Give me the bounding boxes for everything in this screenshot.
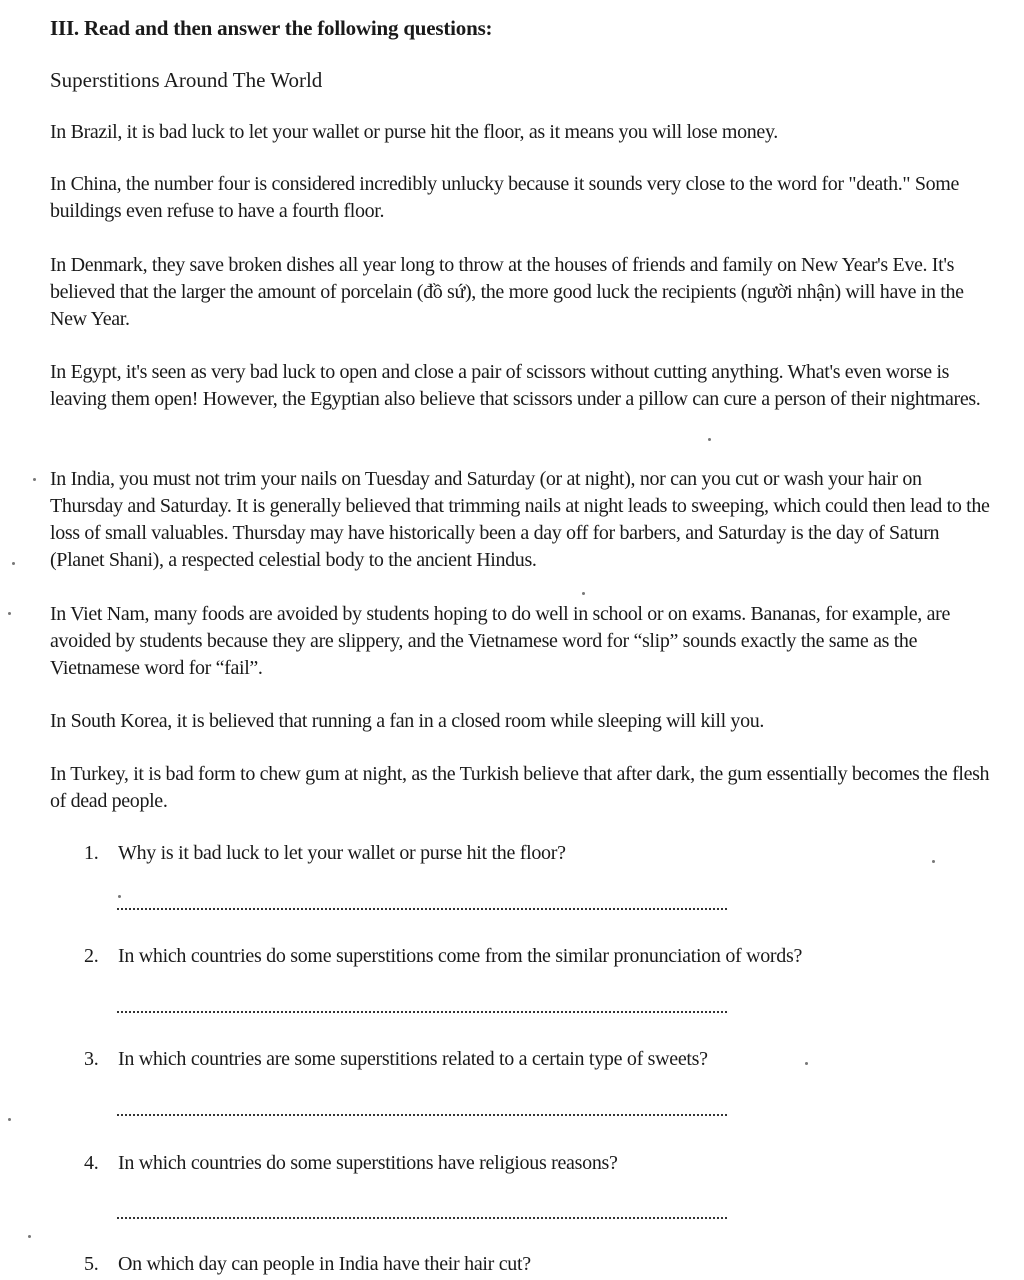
scan-speck bbox=[8, 612, 11, 615]
paragraph-turkey: In Turkey, it is bad form to chew gum at night, as the Turkish believe that after dark, the gum essentially becomes the flesh of dead people. bbox=[50, 763, 990, 812]
scan-speck bbox=[12, 562, 15, 565]
answer-line-2[interactable] bbox=[117, 1011, 727, 1013]
scan-speck bbox=[708, 438, 711, 441]
scan-speck bbox=[28, 1235, 31, 1238]
scan-speck bbox=[118, 895, 121, 898]
question-4 bbox=[84, 1150, 964, 1177]
question-text: Why is it bad luck to let your wallet or purse hit the floor? bbox=[118, 842, 566, 864]
question-text: In which countries are some superstitions related to a certain type of sweets? bbox=[118, 1048, 708, 1070]
question-text: In which countries do some superstitions have religious reasons? bbox=[118, 1152, 618, 1174]
paragraph-india: In India, you must not trim your nails on Tuesday and Saturday (or at night), nor can you cut or wash your hair on Thursday and Saturday. It is generally believed that trimming nails at night leads to sweeping, which could then lead to the loss of small valuables. Thursday may have historically been a day off for barbers, and Saturday is the day of Saturn (Planet Shani), a respected celestial body to the ancient Hindus. bbox=[50, 468, 990, 571]
question-1 bbox=[84, 840, 964, 867]
question-number: 5. bbox=[84, 1253, 99, 1275]
question-number: 3. bbox=[84, 1048, 99, 1070]
question-text: In which countries do some superstitions come from the similar pronunciation of words? bbox=[118, 945, 803, 967]
question-text: On which day can people in India have their hair cut? bbox=[118, 1253, 531, 1275]
question-number: 4. bbox=[84, 1152, 99, 1174]
reading-title: Superstitions Around The World bbox=[50, 68, 323, 92]
answer-line-3[interactable] bbox=[117, 1114, 727, 1116]
scan-speck bbox=[932, 860, 935, 863]
question-3 bbox=[84, 1046, 964, 1073]
paragraph-denmark: In Denmark, they save broken dishes all year long to throw at the houses of friends and family on New Year's Eve. It's believed that the larger the amount of porcelain (đồ sứ), the more good luck the recipients (người nhận) will have in the New Year. bbox=[50, 254, 964, 330]
scan-speck bbox=[33, 478, 36, 481]
answer-line-1[interactable] bbox=[117, 908, 727, 910]
scan-speck bbox=[8, 1118, 11, 1121]
paragraph-vietnam: In Viet Nam, many foods are avoided by students hoping to do well in school or on exams. Bananas, for example, are avoided by students because they are slippery, and the Vietnamese word for “slip” sounds exactly the same as the Vietnamese word for “fail”. bbox=[50, 603, 950, 679]
paragraph-brazil: In Brazil, it is bad luck to let your wallet or purse hit the floor, as it means you will lose money. bbox=[50, 121, 778, 143]
scan-speck bbox=[805, 1062, 808, 1065]
paragraph-south-korea: In South Korea, it is believed that running a fan in a closed room while sleeping will kill you. bbox=[50, 710, 765, 732]
question-number: 1. bbox=[84, 842, 99, 864]
section-heading: III. Read and then answer the following questions: bbox=[50, 16, 493, 40]
question-2 bbox=[84, 943, 964, 970]
question-5 bbox=[84, 1251, 964, 1278]
paragraph-egypt: In Egypt, it's seen as very bad luck to open and close a pair of scissors without cutting anything. What's even worse is leaving them open! However, the Egyptian also believe that scissors under a pillow can cure a person of their nightmares. bbox=[50, 361, 981, 410]
question-number: 2. bbox=[84, 945, 99, 967]
scan-speck bbox=[582, 592, 585, 595]
answer-line-4[interactable] bbox=[117, 1217, 727, 1219]
paragraph-china: In China, the number four is considered incredibly unlucky because it sounds very close to the word for "death." Some buildings even refuse to have a fourth floor. bbox=[50, 173, 960, 222]
